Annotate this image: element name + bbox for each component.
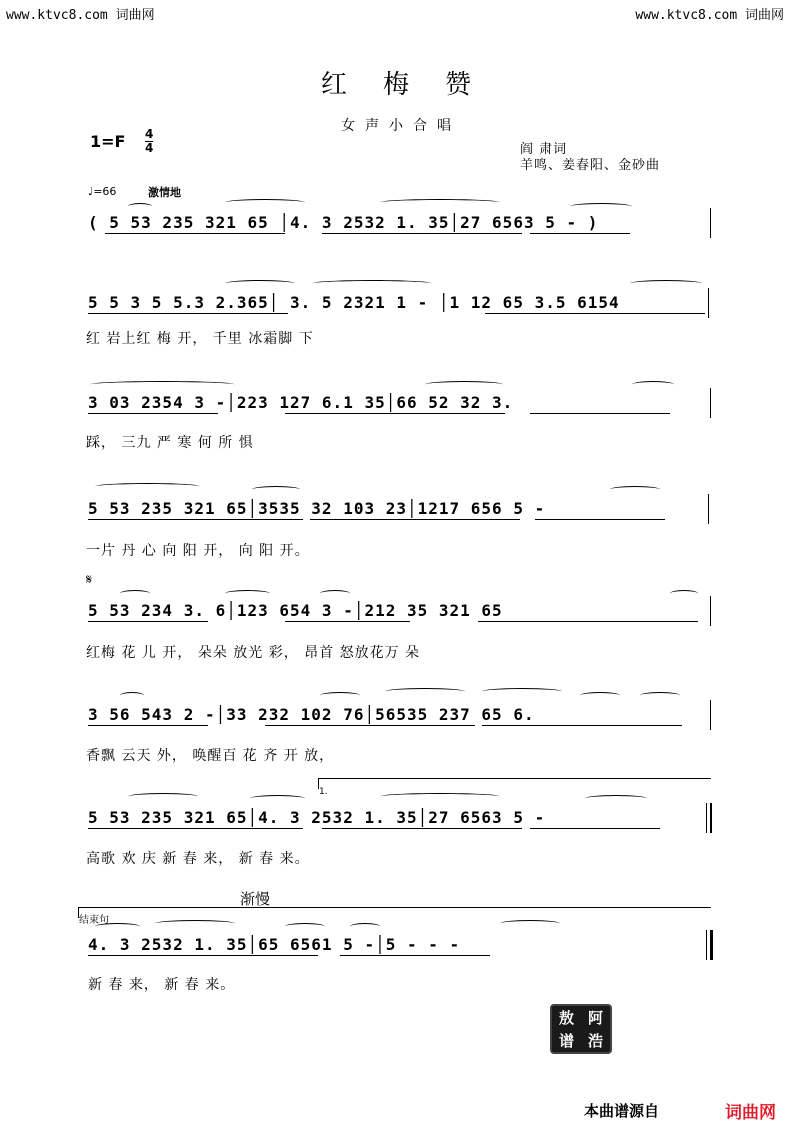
slur <box>95 923 140 930</box>
notation-line-8: 4. 3 2532 1. 35│65 6561 5 -│5 - - - <box>88 935 461 954</box>
lyric-line-2: 红 岩上红 梅 开， 千里 冰霜脚 下 <box>86 331 314 347</box>
beam <box>88 725 208 726</box>
seal-char: 敖 <box>558 1009 574 1027</box>
slur <box>570 203 632 210</box>
slur <box>128 793 198 800</box>
slur <box>385 688 465 695</box>
lyric-line-5: 红梅 花 儿 开， 朵朵 放光 彩， 昂首 怒放花万 朵 <box>86 645 421 661</box>
barline <box>710 208 711 238</box>
beam <box>285 413 505 414</box>
time-bottom: 4 <box>145 141 154 155</box>
beam <box>322 828 522 829</box>
lyric-line-7: 高歌 欢 庆 新 春 来， 新 春 来。 <box>86 851 310 867</box>
barline <box>706 803 707 833</box>
song-title: 红梅赞 <box>320 70 507 100</box>
tempo-marking: ♩=66 <box>88 185 117 198</box>
beam <box>530 233 630 234</box>
slur <box>120 692 144 699</box>
slur <box>225 199 305 206</box>
beam <box>530 413 670 414</box>
slur <box>312 280 432 287</box>
slur <box>350 923 380 930</box>
beam <box>310 519 520 520</box>
slur <box>95 483 200 490</box>
seal-char: 阿 <box>587 1009 603 1027</box>
slur <box>250 795 305 802</box>
slur <box>320 692 360 699</box>
composer-credit: 羊鸣、姜春阳、金砂曲 <box>520 158 661 173</box>
beam <box>322 233 522 234</box>
beam <box>105 233 285 234</box>
beam <box>265 725 475 726</box>
site-watermark-left: www.ktvc8.com 词曲网 <box>6 8 155 23</box>
key-signature: 1=F <box>90 132 126 151</box>
slur <box>425 381 503 388</box>
slur <box>482 688 562 695</box>
source-text: 本曲谱源自 <box>584 1102 660 1120</box>
seal-char: 谱 <box>558 1032 574 1050</box>
expression-marking: 激情地 <box>148 186 181 199</box>
beam <box>340 955 490 956</box>
lyric-line-6: 香飘 云天 外， 唤醒百 花 齐 开 放， <box>86 748 335 764</box>
beam <box>285 621 410 622</box>
slur <box>155 920 235 927</box>
time-top: 4 <box>145 127 154 141</box>
slur <box>252 486 300 493</box>
beam <box>88 519 303 520</box>
lyric-line-4: 一片 丹 心 向 阳 开， 向 阳 开。 <box>86 543 310 559</box>
slur <box>632 381 674 388</box>
song-subtitle: 女声小合唱 <box>341 118 461 134</box>
segno-sign: 𝄋 <box>86 572 93 588</box>
site-watermark-right: www.ktvc8.com 词曲网 <box>635 8 784 23</box>
notation-line-3: 3 03 2354 3 -│223 127 6.1 35│66 52 32 3. <box>88 393 514 412</box>
slur <box>585 795 647 802</box>
lyric-line-3: 踩， 三九 严 寒 何 所 惧 <box>86 435 254 451</box>
beam <box>530 828 660 829</box>
beam <box>535 519 665 520</box>
barline <box>710 388 711 418</box>
notation-line-4: 5 53 235 321 65│3535 32 103 23│1217 656 5 - <box>88 499 546 518</box>
notation-line-6: 3 56 543 2 -│33 232 102 76│56535 237 65 6. <box>88 705 535 724</box>
artist-seal <box>550 1004 612 1054</box>
notation-line-1: ( 5 53 235 321 65 │4. 3 2532 1. 35│27 6563 5 - ) <box>88 213 599 232</box>
lyricist-credit: 阎 肃词 <box>520 142 568 157</box>
final-barline <box>710 930 713 960</box>
beam <box>88 828 303 829</box>
slur <box>285 923 325 930</box>
slur <box>120 590 150 597</box>
first-ending-label: 1. <box>319 787 328 797</box>
ending-phrase-label: 结束句 <box>79 915 109 926</box>
slur <box>128 203 152 210</box>
ritardando-marking: 渐慢 <box>240 890 271 908</box>
beam <box>88 621 208 622</box>
slur <box>640 692 680 699</box>
notation-line-5: 5 53 234 3. 6│123 654 3 -│212 35 321 65 <box>88 601 503 620</box>
seal-char: 浩 <box>587 1032 603 1050</box>
slur <box>580 692 620 699</box>
barline <box>706 930 707 960</box>
beam <box>88 413 218 414</box>
slur <box>630 280 702 287</box>
notation-line-2: 5 5 3 5 5.3 2.365│ 3. 5 2321 1 - │1 12 65 3.5 6154 <box>88 293 620 312</box>
slur <box>90 381 235 388</box>
notation-line-7: 5 53 235 321 65│4. 3 2532 1. 35│27 6563 5 - <box>88 808 546 827</box>
time-signature <box>145 128 153 155</box>
slur <box>380 199 500 206</box>
slur <box>500 920 560 927</box>
slur <box>320 590 350 597</box>
beam <box>478 621 698 622</box>
beam <box>88 955 318 956</box>
barline <box>710 700 711 730</box>
slur <box>610 486 660 493</box>
beam <box>485 313 705 314</box>
source-logo[interactable]: 词曲网 <box>725 1103 776 1123</box>
double-barline <box>710 803 712 833</box>
lyric-line-8: 新 春 来， 新 春 来。 <box>88 977 236 993</box>
ending-bracket <box>78 907 711 926</box>
beam <box>482 725 682 726</box>
barline <box>710 596 711 626</box>
first-ending-bracket <box>318 778 711 797</box>
barline <box>708 288 709 318</box>
barline <box>708 494 709 524</box>
slur <box>380 793 500 800</box>
slur <box>225 590 270 597</box>
slur <box>225 280 295 287</box>
slur <box>670 590 698 597</box>
beam <box>88 313 288 314</box>
